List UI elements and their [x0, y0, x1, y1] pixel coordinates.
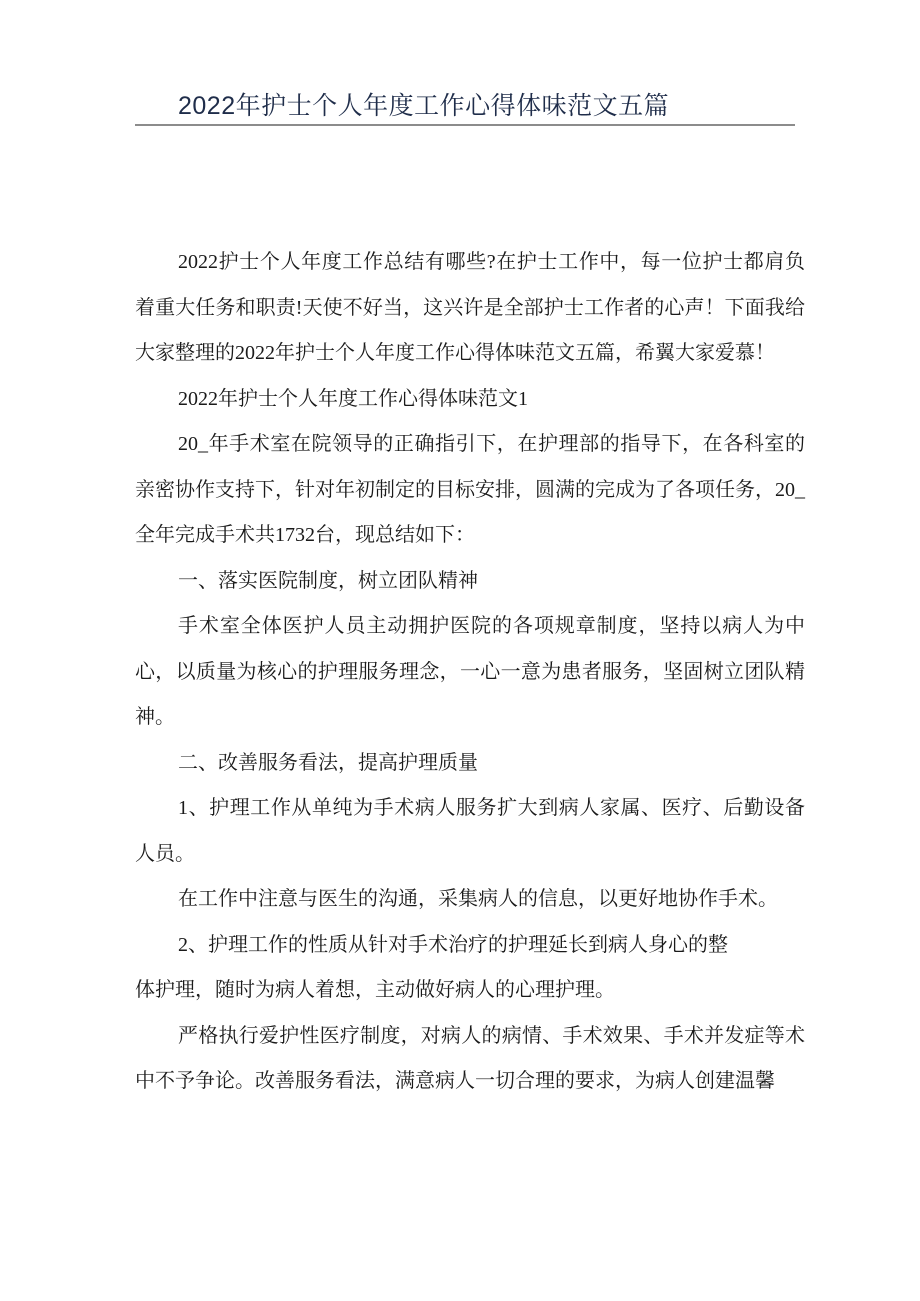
- body-paragraph: 20_年手术室在院领导的正确指引下，在护理部的指导下，在各科室的亲密协作支持下，针对年初制定的目标安排，圆满的完成为了各项任务，20_全年完成手术共1732台，现总结如下：: [135, 433, 805, 546]
- section-heading-1: 一、落实医院制度，树立团队精神: [178, 569, 478, 592]
- section-heading-essay-1: 2022年护士个人年度工作心得体味范文1: [178, 387, 528, 410]
- document-body: [135, 240, 805, 1105]
- intro-paragraph: 2022护士个人年度工作总结有哪些?在护士工作中，每一位护士都肩负着重大任务和职责!天使不好当，这兴许是全部护士工作者的心声！下面我给大家整理的2022年护士个人年度工作心得体味范文五篇，希翼大家爱慕！: [135, 251, 805, 364]
- section-heading-2: 二、改善服务看法，提高护理质量: [178, 751, 478, 774]
- body-paragraph: 严格执行爱护性医疗制度，对病人的病情、手术效果、手术并发症等术中不予争论。改善服务看法，满意病人一切合理的要求，为病人创建温馨: [135, 1024, 805, 1092]
- title-underline: [135, 124, 795, 126]
- document-title: 2022年护士个人年度工作心得体味范文五篇: [178, 92, 670, 120]
- body-paragraph: 手术室全体医护人员主动拥护医院的各项规章制度，坚持以病人为中心，以质量为核心的护理服务理念，一心一意为患者服务，坚固树立团队精神。: [135, 615, 805, 728]
- list-item-2-continuation: 体护理，随时为病人着想，主动做好病人的心理护理。: [135, 979, 615, 1001]
- list-item-2: 2、护理工作的性质从针对手术治疗的护理延长到病人身心的整: [178, 933, 728, 956]
- body-paragraph: 在工作中注意与医生的沟通，采集病人的信息，以更好地协作手术。: [178, 888, 778, 910]
- list-item-1: 1、护理工作从单纯为手术病人服务扩大到病人家属、医疗、后勤设备人员。: [135, 797, 805, 865]
